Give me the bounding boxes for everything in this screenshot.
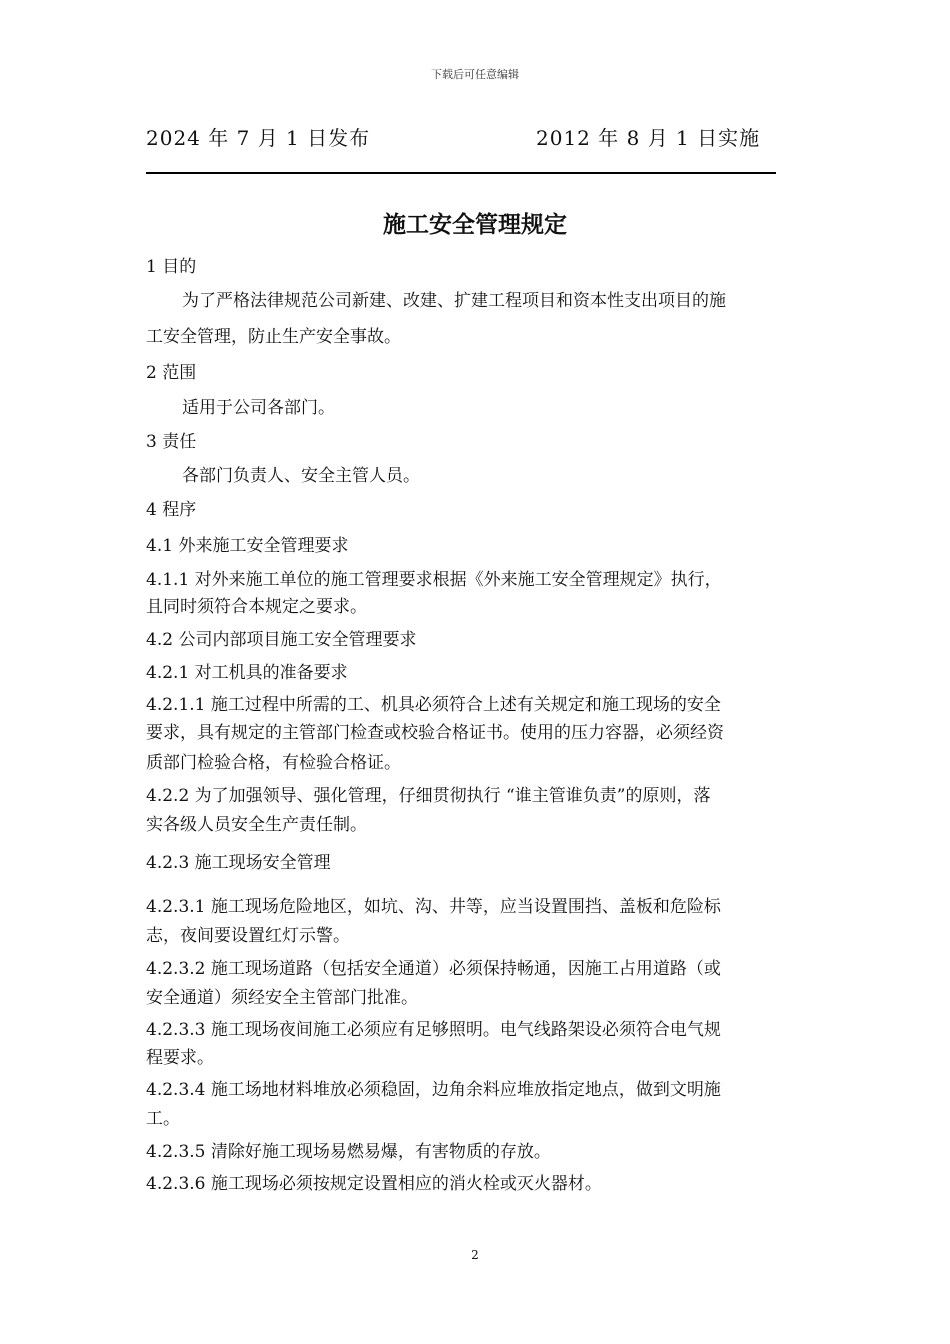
paragraph-line: 工。 — [146, 1109, 180, 1129]
paragraph-line: 实各级人员安全生产责任制。 — [146, 815, 367, 835]
paragraph-line: 各部门负责人、安全主管人员。 — [182, 466, 420, 486]
paragraph-line: 适用于公司各部门。 — [182, 398, 335, 418]
paragraph-line: 4.1.1 对外来施工单位的施工管理要求根据《外来施工安全管理规定》执行， — [146, 570, 722, 590]
paragraph-line: 4.2.3.4 施工场地材料堆放必须稳固，边角余料应堆放指定地点，做到文明施 — [146, 1080, 721, 1100]
subsection-heading: 4.1 外来施工安全管理要求 — [146, 536, 349, 556]
paragraph-line: 安全通道）须经安全主管部门批准。 — [146, 988, 418, 1008]
paragraph-line: 工安全管理，防止生产安全事故。 — [146, 327, 401, 347]
section-heading: 4 程序 — [146, 500, 197, 520]
subsection-heading: 4.2.3 施工现场安全管理 — [146, 853, 331, 873]
header-divider — [146, 172, 776, 174]
paragraph-line: 4.2.2 为了加强领导、强化管理，仔细贯彻执行 “谁主管谁负责”的原则，落 — [146, 786, 711, 806]
section-heading: 2 范围 — [146, 363, 197, 383]
section-heading: 1 目的 — [146, 257, 197, 277]
subsection-heading: 4.2.1 对工机具的准备要求 — [146, 663, 348, 683]
page-number: 2 — [471, 1248, 479, 1262]
paragraph-line: 4.2.3.6 施工现场必须按规定设置相应的消火栓或灭火器材。 — [146, 1174, 602, 1194]
paragraph-line: 为了严格法律规范公司新建、改建、扩建工程项目和资本性支出项目的施 — [182, 291, 726, 311]
paragraph-line: 4.2.3.3 施工现场夜间施工必须应有足够照明。电气线路架设必须符合电气规 — [146, 1020, 721, 1040]
paragraph-line: 4.2.3.5 清除好施工现场易燃易爆，有害物质的存放。 — [146, 1142, 551, 1162]
paragraph-line: 志，夜间要设置红灯示警。 — [146, 926, 350, 946]
paragraph-line: 4.2.3.1 施工现场危险地区，如坑、沟、井等，应当设置围挡、盖板和危险标 — [146, 897, 721, 917]
paragraph-line: 质部门检验合格，有检验合格证。 — [146, 753, 401, 773]
subsection-heading: 4.2 公司内部项目施工安全管理要求 — [146, 630, 417, 650]
document-title: 施工安全管理规定 — [383, 212, 567, 238]
header-note: 下载后可任意编辑 — [431, 68, 519, 81]
paragraph-line: 且同时须符合本规定之要求。 — [146, 597, 367, 617]
paragraph-line: 4.2.3.2 施工现场道路（包括安全通道）必须保持畅通，因施工占用道路（或 — [146, 959, 721, 979]
section-heading: 3 责任 — [146, 432, 197, 452]
publish-date: 2024 年 7 月 1 日发布 — [146, 126, 371, 150]
implement-date: 2012 年 8 月 1 日实施 — [536, 126, 761, 150]
paragraph-line: 要求，具有规定的主管部门检查或校验合格证书。使用的压力容器，必须经资 — [146, 723, 724, 743]
paragraph-line: 4.2.1.1 施工过程中所需的工、机具必须符合上述有关规定和施工现场的安全 — [146, 695, 721, 715]
paragraph-line: 程要求。 — [146, 1048, 214, 1068]
